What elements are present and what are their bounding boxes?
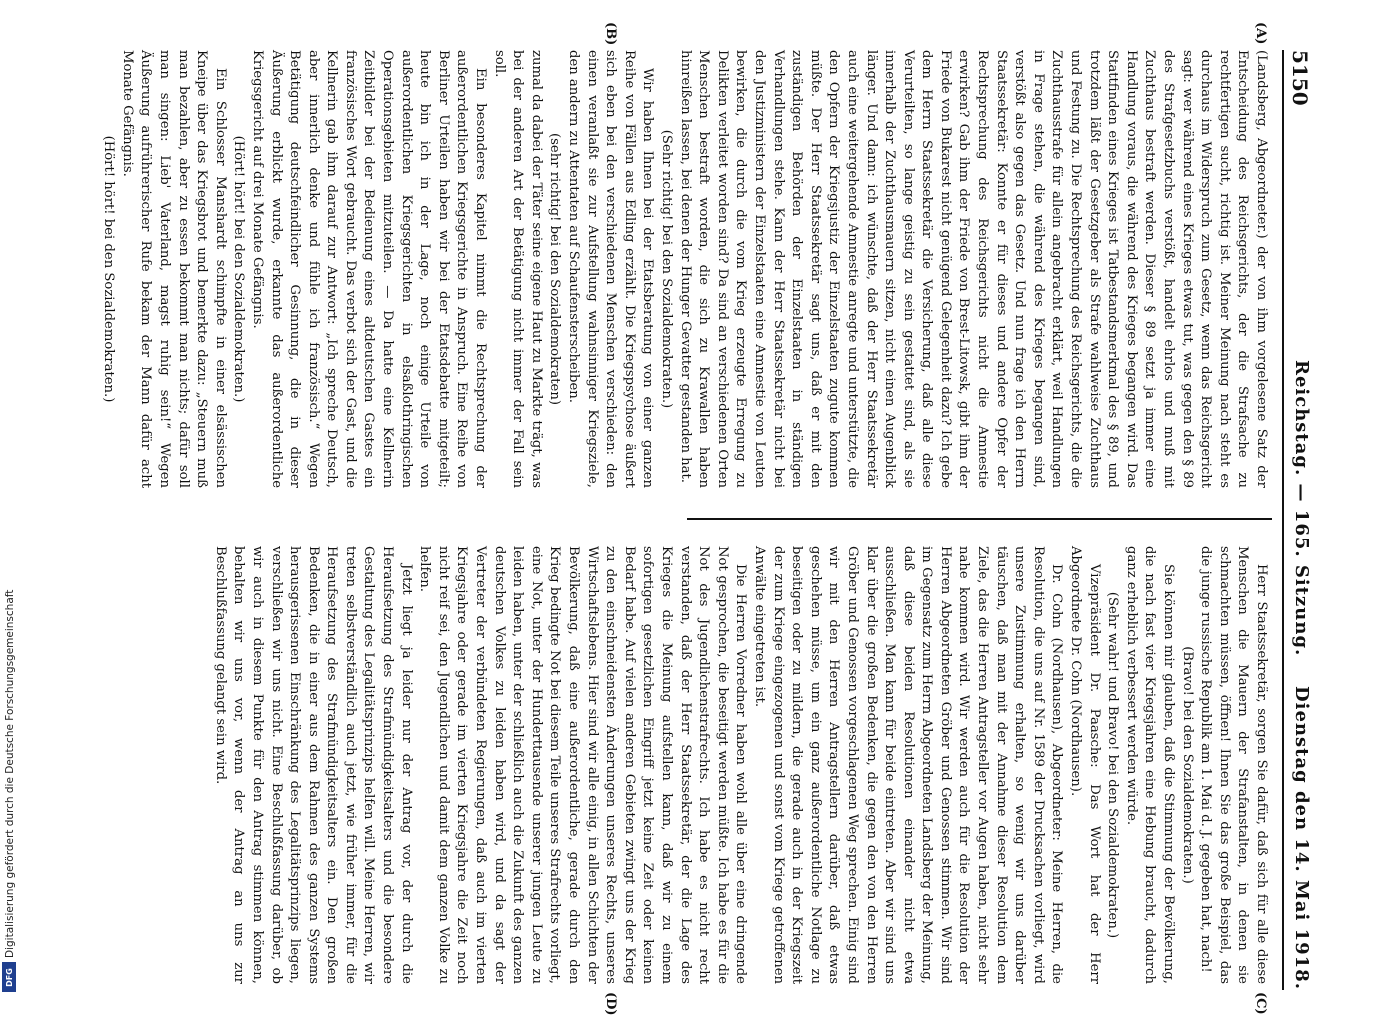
paragraph: zumal da dabei der Täter seine eigene Haut zu Markte trägt, was bei der anderen Art der Betätigung nicht immer der Fall sein soll.: [491, 50, 544, 488]
paragraph: Wir haben Ihnen bei der Etatsberatung von einer ganzen Reihe von Fällen aus Edling erzählt. Die Kriegspsychose äußert sich eben bei den verschiedenen Menschen verschieden: den einen veranlaßt sie zur Aufstellung wahnsinniger Kriegsziele, den andern zu Attentaten auf Schaufensterscheiben.: [566, 50, 656, 488]
margin-mark-b: (B): [603, 22, 618, 46]
paragraph: Herr Staatssekretär, sorgen Sie dafür, daß sich für alle diese Menschen die Mauern der Strafanstalten, in denen sie schmachten müssen, öffnen! Ihnen Sie das große Beispiel, das die junge russische Republik am 1. Mai d. J. gegeben hat, nach!: [1198, 546, 1269, 984]
paragraph: Ein Schlosser Manshardt schimpfte in einer elsässischen Kneipe über das Kriegsbrot und bemerkte dazu: „Steuern muß man bezahlen, aber zu essen bekommt man nichts; dafür soll man singen: Lieb' Vaterland, magst ruhig sein!“ Wegen Äußerung aufrührerischer Rufe bekam der Mann dafür acht Monate Gefängnis.: [119, 50, 228, 488]
speaker-announcement: Vizepräsident Dr. Paasche: Das Wort hat der Herr Abgeordnete Dr. Cohn (Nordhausen).: [1068, 546, 1102, 984]
paragraph: Dr. Cohn (Nordhausen), Abgeordneter: Meine Herren, die Resolution, die uns auf Nr. 1589 der Drucksachen vorliegt, wird unsere Zustimmung erhalten, so wenig wir uns darüber täuschen, daß man mit der Annahme dieser Resolution dem Ziele, das die Herren Antragsteller vor Augen haben, nicht sehr nahe kommen wird. Wir werden auch für die Resolution der Herren Abgeordneten Gröber und Genossen stimmen. Wir sind im Gegensatz zum Herrn Abgeordneten Landsberg der Meinung, daß diese beiden Resolutionen einander nicht etwa ausschließen. Man kann für beide eintreten. Aber wir sind uns klar über die großen Bedenken, die gegen den von den Herren Gröber und Genossen vorgeschlagenen Weg sprechen. Einig sind wir mit den Herren Antragstellern darüber, daß etwas geschehen müsse, um ein ganz außerordentliche Notlage zu beseitigen oder zu mildern, die gerade auch in der Kriegszeit der zum Kriege eingezogenen und sonst vom Kriege getroffenen Anwälte eingetreten ist.: [751, 546, 1065, 984]
paragraph: Die Herren Vorredner haben wohl alle über eine dringende Not gesprochen, die beseitigt werden müßte. Ich habe es für die Not des Jugendlichenstrafrechts. Ich habe es nicht recht verstanden, daß der Herr Staatssekretär, der die Lage des Krieges die Meinung aufstellen kann, daß wir zu einem sofortigen gesetzlichen Eingriff jetzt keine Zeit oder keinen Bedarf habe. Auf vielen anderen Gebieten zwingt uns der Krieg zu den einschneidensten Änderungen unseres Rechts, unseres Wirtschaftslebens. Hier sind wir alle einig, in allen Schichten der Bevölkerung, daß eine außerordentliche, gerade durch den Krieg bedingte Not bei diesem Teile unseres Strafrechts vorliegt, eine Not, unter der Hunderttausende unserer jungen Leute zu leiden haben, unter der schließlich auch die Zukunft des ganzen deutschen Volkes zu leiden haben wird, und da sagt der Vertreter der verbündeten Regierungen, daß auch im vierten Kriegsjahre oder gerade im vierten Kriegsjahre die Zeit noch nicht reif sei, den Jugendlichen und damit dem ganzen Volke zu helfen.: [417, 546, 749, 984]
rotated-document-page: [28, 22, 1318, 1016]
dfg-logo-text: DFG: [4, 967, 14, 987]
interjection: (sehr richtig! bei den Sozialdemokraten): [547, 133, 563, 405]
digitization-footer: [4, 6, 18, 996]
interjection: (Hört! hört! bei den Sozialdemokraten.): [101, 135, 117, 403]
session-date: Dienstag den 14. Mai 1918.: [1291, 686, 1312, 990]
paragraph: Jetzt liegt ja leider nur der Antrag vor, der durch die Heraufsetzung des Strafmündigkeitsalters und die besondere Gestaltung des Legalitätsprinzips helfen will. Meine Herren, wir treten selbstverständlich auch jetzt, wie früher immer, für die Heraufsetzung des Strafmündigkeitsalters ein. Den großen Bedenken, die in einer aus dem Rahmen des ganzen Systems herausgerissenen Einschränkung des Legalitätsprinzips liegen, verschließen wir uns nicht. Eine Beschlußfassung darüber, ob wir auch in diesem Punkte für den Antrag stimmen können, behalten wir uns vor, wenn der Antrag an uns zur Beschlußfassung gelangt sein wird.: [212, 546, 414, 984]
margin-mark-d: (D): [603, 992, 618, 1016]
funding-credit: Digitalisierung gefördert durch die Deutsche Forschungsgemeinschaft: [4, 589, 16, 958]
page-header: [1282, 50, 1318, 990]
session-title: Reichstag. — 165. Sitzung.: [1291, 360, 1312, 657]
paragraph: (Landsberg, Abgeordneter.) der von ihm vorgelesene Satz der Entscheidung des Reichsgerichts, der die Strafsache zu rechtfertigen sucht, richtig ist. Meiner Meinung nach steht es durchaus im Widerspruch zum Gesetz, wenn das Reichsgericht sagt: wer während eines Krieges etwas tut, was gegen den § 89 des Strafgesetzbuchs verstößt, handelt ehrlos und muß mit Zuchthaus bestraft werden. Dieser § 89 setzt ja immer eine Handlung voraus, die während des Krieges begangen wird. Das Stattfinden eines Krieges ist Tatbestandsmerkmal des § 89, und trotzdem läßt der Gesetzgeber als Strafe wahlweise Zuchthaus und Festung zu. Die Rechtsprechung des Reichsgerichts, die die Zuchthausstrafe für allein angebracht erklärt, weil Handlungen in Frage stehen, die während des Krieges begangen sind, verstößt also gegen das Gesetz. Und nun frage ich den Herrn Staatssekretär: Konnte er für dieses und andere Opfer der Rechtsprechung des Reichsgerichts nicht die Amnestie erwirken? Gab ihm der Friede von Brest-Litowsk, gibt ihm der Friede von Bukarest nicht genügend Gelegenheit dazu? Ich gebe dem Herrn Staatssekretär die Versicherung, daß alle diese Verurteilten, so lange geistig zu sein gestattet sind, als sie innerhalb der Zuchthausmauern sitzen, nicht einen Augenblick länger. Und dann: ich wünschte, daß der Herr Staatssekretär auch eine weitergehende Amnestie anregte und unterstützte, die den Opfern der Kriegsjustiz der Einzelstaaten zugute kommen müßte. Der Herr Staatssekretär sagt uns, daß er mit den zuständigen Behörden der Einzelstaaten in ständigen Verhandlungen stehe. Kann der Herr Staatssekretär nicht bei den Justizministern der Einzelstaaten eine Amnestie von Leuten bewirken, die durch die vom Krieg erzeugte Erregung zu Delikten verleitet worden sind? Da sind an verschiedenen Orten Menschen bestraft worden, die sich zu Krawallen haben hinreißen lassen, bei denen der Hunger Gevatter gestanden hat.: [677, 50, 1269, 488]
interjection: (Sehr richtig! bei den Sozialdemokraten.): [659, 129, 674, 409]
dfg-logo: [2, 962, 16, 992]
paragraph: Ein besonderes Kapitel nimmt die Rechtsprechung der außerordentlichen Kriegsgerichte in Anspruch. Eine Reihe von Berliner Urteilen haben wir bei der Etatsdebatte mitgeteilt; heute bin ich in der Lage, noch einige Urteile von außerordentlichen Kriegsgerichten in elsaßlothringischen Operationsgebieten mitzuteilen. — Da hatte eine Kellnerin Zeitbilder bei der Bedienung eines altdeutschen Gastes ein französisches Wort gebraucht. Das verbot sich der Gast, und die Kellnerin gab ihm darauf zur Antwort: „Ich spreche Deutsch, aber innerlich denke und fühle ich französisch.“ Wegen Betätigung deutschfeindlicher Gesinnung, die in dieser Äußerung erblickt wurde, erkannte das außerordentliche Kriegsgericht auf drei Monate Gefängnis.: [249, 50, 489, 488]
page-number: 5150: [1288, 50, 1312, 106]
interjection: (Hört! hört! bei den Sozialdemokraten.): [231, 135, 247, 403]
right-column: [38, 546, 1270, 984]
column-divider: [687, 518, 1272, 520]
interjection: (Bravo! bei den Sozialdemokraten.): [1179, 646, 1195, 884]
left-column: [38, 50, 1270, 488]
margin-mark-c: (C): [1253, 992, 1268, 1015]
paragraph: Sie können mir glauben, daß die Stimmung der Bevölkerung, die nach fast vier Kriegsjahren eine Hebung braucht, dadurch ganz erheblich verbessert werden würde.: [1123, 546, 1177, 984]
margin-mark-a: (A): [1253, 22, 1268, 45]
interjection: (Sehr wahr! und Bravo! bei den Sozialdemokraten.): [1105, 591, 1121, 939]
